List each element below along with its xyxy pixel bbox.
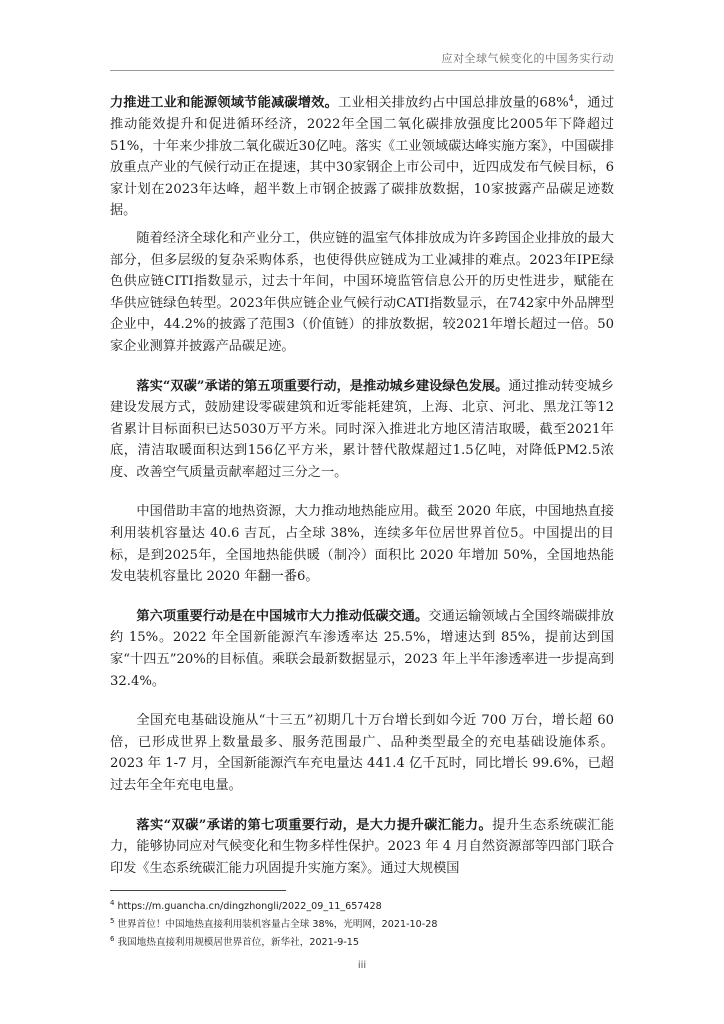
paragraph-text: 交通运输领域占全国终端碳排放约 15%。2022 年全国新能源汽车渗透率达 25.5%，增速达到 85%，提前达到国家“十四五”20%的目标值。乘联会最新数据显示，2023 年上半年渗透率进一步提高到 32.4%。 — [110, 608, 614, 689]
header-rule — [110, 70, 614, 71]
paragraph-text: 通过推动转变城乡建设发展方式，鼓励建设零碳建筑和近零能耗建筑，上海、北京、河北、黑龙江等12省累计目标面积已达5030万平方米。同时深入推进北方地区清洁取暖，截至2021年底，清洁取暖面积达到156亿平方米，累计替代散煤超过1.5亿吨，对降低PM2.5浓度、改善空气质量贡献率超过三分之一。 — [110, 378, 614, 480]
paragraph-lead: 第六项重要行动是在中国城市大力推动低碳交通。 — [136, 608, 429, 624]
footnote-number: 5 — [110, 917, 115, 926]
footnote-number: 4 — [110, 899, 115, 907]
paragraph-text: 提升生态系统碳汇能力，能够协同应对气候变化和生物多样性保护。2023 年 4 月自然资源部等四部门联合印发《生态系统碳汇能力巩固提升实施方案》。通过大规模国 — [110, 817, 615, 876]
footnote-text: 世界首位！中国地热直接利用装机容量占全球 38%，光明网，2021-10-28 — [117, 919, 438, 931]
paragraph-lead: 落实“双碳”承诺的第五项重要行动，是推动城乡建设绿色发展。 — [136, 378, 509, 394]
footnote-item — [110, 896, 614, 914]
footnote-text: https://m.guancha.cn/dingzhongli/2022_09_11_657428 — [117, 901, 382, 913]
footnote-ref: 4 — [568, 94, 574, 103]
paragraph-supply-chain — [110, 228, 614, 358]
paragraph-geothermal — [110, 501, 614, 587]
paragraph-lead: 力推进工业和能源领域节能减碳增效。 — [110, 95, 339, 111]
footnote-text: 我国地热直接利用规模居世界首位，新华社，2021-9-15 — [117, 937, 359, 949]
paragraph-text: 随着经济全球化和产业分工，供应链的温室气体排放成为许多跨国企业排放的最大部分，但多层级的复杂采购体系，也使得供应链成为工业减排的难点。2023年IPE绿色供应链CITI指数显示，过去十年间，中国环境监管信息公开的历史性进步，赋能在华供应链绿色转型。2023年供应链企业气候行动CATI指数显示，在742家中外品牌型企业中，44.2%的披露了范围3（价值链）的排放数据，较2021年增长超过一倍。50家企业测算并披露产品碳足迹。 — [110, 230, 614, 354]
footnote-rule — [110, 890, 286, 891]
paragraph-transport — [110, 606, 614, 692]
paragraph-charging — [110, 710, 614, 796]
paragraph-industry — [110, 88, 614, 222]
paragraph-carbon-sink — [110, 815, 614, 880]
paragraph-text: 工业相关排放约占中国总排放量的68% — [338, 95, 569, 111]
paragraph-text: 中国借助丰富的地热资源，大力推动地热能应用。截至 2020 年底，中国地热直接利用装机容量达 40.6 吉瓦，占全球 38%，连续多年位居世界首位5。中国提出的目标，是到2025年，全国地热能供暖（制冷）面积比 2020 年增加 50%，全国地热能发电装机容量比 2020 年翻一番6。 — [110, 504, 614, 585]
page-number: iii — [357, 960, 367, 971]
document-body — [110, 88, 614, 879]
paragraph-text: 全国充电基础设施从“十三五”初期几十万台增长到如今近 700 万台，增长超 60 倍，已形成世界上数量最多、服务范围最广、品种类型最全的充电基础设施体系。2023 年 1-7 月，全国新能源汽车充电量达 441.4 亿千瓦时，同比增长 99.6%，已超过去年全年充电电量。 — [110, 713, 614, 794]
running-header: 应对全球气候变化的中国务实行动 — [441, 52, 614, 65]
footnotes — [110, 896, 614, 951]
paragraph-lead: 落实“双碳”承诺的第七项重要行动，是大力提升碳汇能力。 — [136, 817, 493, 833]
footnote-item — [110, 932, 614, 950]
footnote-number: 6 — [110, 935, 115, 944]
paragraph-text-cont: ，通过推动能效提升和促进循环经济，2022年全国二氧化碳排放强度比2005年下降超过51%，十年来少排放二氧化碳近30亿吨。落实《工业领域碳达峰实施方案》，中国碳排放重点产业的气候行动正在提速，其中30家钢企上市公司中，近四成发布气候目标，6家计划在2023年达峰，超半数上市钢企披露了碳排放数据，10家披露产品碳足迹数据。 — [110, 95, 615, 219]
footnote-item — [110, 914, 614, 932]
paragraph-urban-rural — [110, 376, 614, 484]
